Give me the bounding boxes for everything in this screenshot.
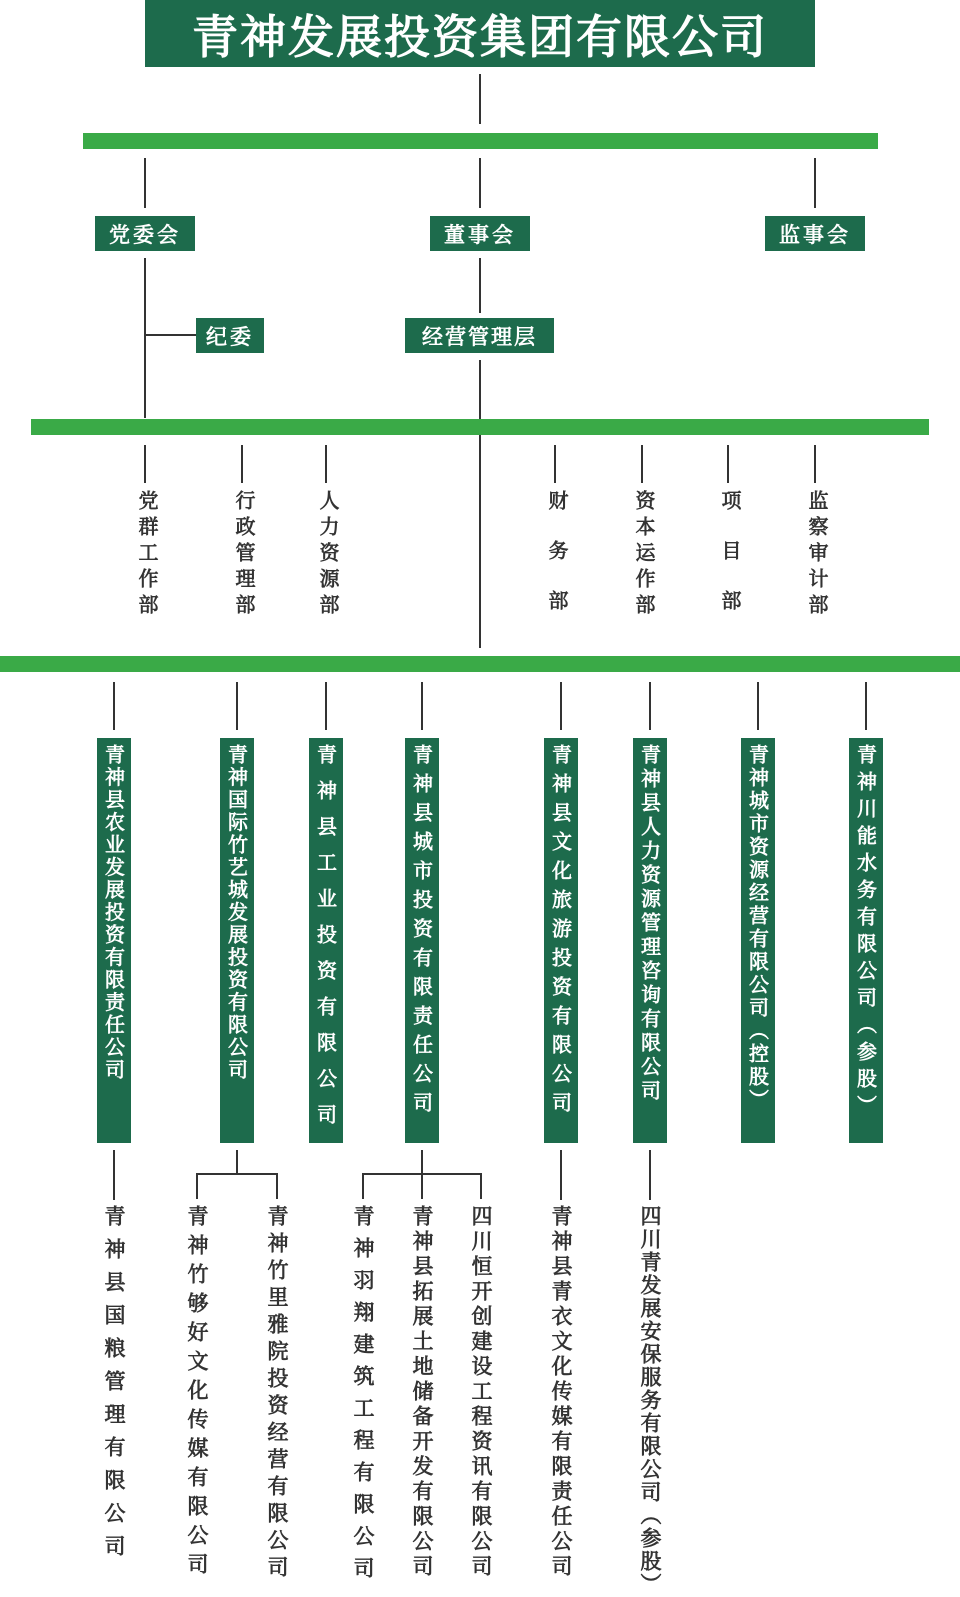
party-committee-label: 党委会 <box>109 222 181 247</box>
connector <box>649 682 651 730</box>
department-audit: 监察审计部 <box>805 490 829 620</box>
board-box <box>430 216 530 251</box>
group-title-box <box>145 0 815 67</box>
connector <box>241 445 243 483</box>
company-tourism-box <box>544 738 578 1143</box>
connector <box>727 445 729 483</box>
connector <box>144 334 196 336</box>
connector <box>144 445 146 483</box>
connector <box>113 682 115 730</box>
company-agriculture-box <box>97 738 131 1143</box>
connector <box>421 1173 423 1199</box>
department-project: 项目部 <box>718 490 742 640</box>
subsidiary-bamboo-yard <box>262 1205 292 1583</box>
connector <box>479 360 481 648</box>
subsidiary-grain-label: 青神县国粮管理有限公司 <box>102 1205 126 1568</box>
subsidiary-hengkai-label: 四川恒开创建设工程资讯有限公司 <box>469 1205 493 1580</box>
supervisory-board-box <box>765 216 865 251</box>
company-water: 青神川能水务有限公司（参股） <box>853 744 878 1122</box>
discipline-committee-label: 纪委 <box>206 324 254 349</box>
connector <box>814 158 816 208</box>
subsidiary-land <box>407 1205 437 1580</box>
company-tourism: 青神县文化旅游投资有限公司 <box>548 744 573 1121</box>
connector <box>421 1150 423 1174</box>
company-bamboo-city: 青神国际竹艺城发展投资有限公司 <box>224 744 249 1082</box>
department-capital: 资本运作部 <box>632 490 656 620</box>
connector <box>362 1173 364 1199</box>
party-committee-box <box>95 216 195 251</box>
connector <box>276 1173 278 1199</box>
connector <box>554 445 556 483</box>
department-hr: 人力资源部 <box>316 490 340 620</box>
connector <box>144 258 146 418</box>
department-party: 党群工作部 <box>135 490 159 620</box>
connector <box>196 1173 198 1199</box>
management-box <box>405 318 554 353</box>
management-label: 经营管理层 <box>422 324 537 349</box>
supervisory-board-label: 监事会 <box>779 222 851 247</box>
subsidiary-hengkai <box>466 1205 496 1580</box>
subsidiary-qingyi <box>546 1205 576 1580</box>
connector <box>814 445 816 483</box>
department-admin: 行政管理部 <box>232 490 256 620</box>
company-urban-box <box>405 738 439 1143</box>
connector <box>236 682 238 730</box>
company-industry-box <box>309 738 343 1143</box>
connector <box>649 1150 651 1200</box>
connector <box>144 158 146 208</box>
subsidiary-bamboo-media-label: 青神竹够好文化传媒有限公司 <box>185 1205 209 1582</box>
connector <box>325 445 327 483</box>
connector <box>480 1173 482 1199</box>
connector <box>560 682 562 730</box>
subsidiary-security-label: 四川青发展安保服务有限公司（参股） <box>638 1205 662 1596</box>
discipline-committee-box <box>196 318 264 353</box>
connector <box>236 1150 238 1174</box>
connector <box>641 445 643 483</box>
subsidiary-security <box>635 1205 665 1596</box>
company-agriculture: 青神县农业发展投资有限责任公司 <box>101 744 126 1082</box>
subsidiary-land-label: 青神县拓展土地储备开发有限公司 <box>410 1205 434 1580</box>
company-hr-consulting: 青神县人力资源管理咨询有限公司 <box>637 744 662 1104</box>
connector <box>757 682 759 730</box>
company-industry: 青神县工业投资有限公司 <box>313 744 338 1140</box>
connector <box>113 1150 115 1200</box>
green-bar-middle <box>31 419 929 435</box>
connector <box>865 682 867 730</box>
connector <box>421 682 423 730</box>
connector <box>479 258 481 313</box>
company-water-box <box>849 738 883 1143</box>
connector <box>196 1173 278 1175</box>
department-finance: 财务部 <box>545 490 569 640</box>
subsidiary-bamboo-yard-label: 青神竹里雅院投资经营有限公司 <box>265 1205 289 1583</box>
subsidiary-yuxiang-label: 青神羽翔建筑工程有限公司 <box>351 1205 375 1589</box>
subsidiary-bamboo-media <box>182 1205 212 1582</box>
group-title: 青神发展投资集团有限公司 <box>192 9 768 64</box>
company-urban: 青神县城市投资有限责任公司 <box>409 744 434 1121</box>
green-bar-top <box>83 133 878 149</box>
connector <box>479 74 481 124</box>
green-bar-bottom <box>0 656 960 672</box>
company-hr-consulting-box <box>633 738 667 1143</box>
connector <box>560 1150 562 1200</box>
subsidiary-grain <box>99 1205 129 1568</box>
subsidiary-yuxiang <box>348 1205 378 1589</box>
connector <box>325 682 327 730</box>
subsidiary-qingyi-label: 青神县青衣文化传媒有限责任公司 <box>549 1205 573 1580</box>
company-resources: 青神城市资源经营有限公司（控股） <box>745 744 770 1112</box>
connector <box>479 158 481 208</box>
company-resources-box <box>741 738 775 1143</box>
company-bamboo-city-box <box>220 738 254 1143</box>
board-label: 董事会 <box>444 222 516 247</box>
